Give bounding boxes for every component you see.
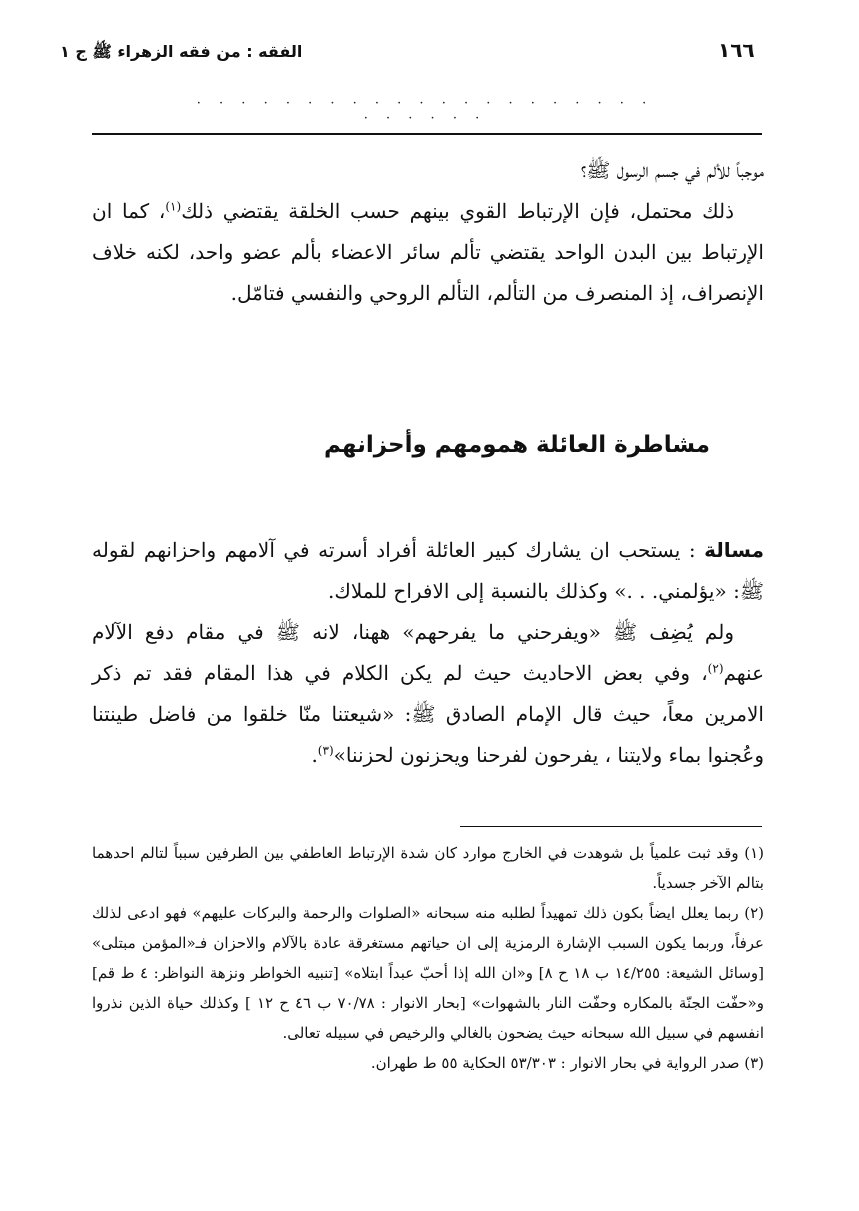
paragraph-text: ولم يُضِف ﷺ «ويفرحني ما يفرحهم» ههنا، لانه ﷺ في مقام دفع الآلام عنهم bbox=[92, 620, 764, 685]
continuation-line: موجباً للألم في جسم الرسول ﷺ؟ bbox=[580, 158, 764, 182]
paragraph-possible-link bbox=[92, 191, 764, 314]
footnote-ref-1[interactable]: (١) bbox=[165, 199, 182, 214]
footnote-ref-3[interactable]: (٣) bbox=[317, 743, 334, 758]
footnote-3 bbox=[92, 1048, 764, 1078]
header-dotted-separator: · · · · · · · · · · · · · · · · · · · · · · · · · · · bbox=[196, 96, 654, 126]
footnote-2 bbox=[92, 898, 764, 1048]
running-title: الفقه : من فقه الزهراء ﷺ ج ١ bbox=[60, 42, 303, 61]
paragraph-text: ، كما ان الإرتباط بين البدن الواحد يقتضي تألم سائر الاعضاء بألم عضو واحد، لكنه خلاف الإنصراف، إذ المنصرف من التألم، التألم الروحي والنفسي فتامّل. bbox=[92, 199, 764, 305]
paragraph-text: ، وفي بعض الاحاديث حيث لم يكن الكلام في هذا المقام فقد تم ذكر الامرين معاً، حيث قال الإمام الصادق ﷺ: «شيعتنا منّا خلقوا من فاضل طينتنا وعُجنوا بماء ولايتنا ، يفرحون لفرحنا ويحزنون لحزننا» bbox=[92, 661, 764, 767]
footnote-text: ربما يعلل ايضاً بكون ذلك تمهيداً لطلبه منه سبحانه «الصلوات والرحمة والبركات عليهم» فهو ادعى لذلك عرفاً، وربما يكون السبب الإشارة الرمزية إلى ان حياتهم مستغرقة عادة بالآلام والاحزان فـ«المؤمن مبتلى» [وسائل الشيعة: ١٤/٢٥٥ ب ١٨ ح ٨] و«ان الله إذا أحبّ عبداً ابتلاه» [تنبيه الخواطر ونزهة النواظر: ٤ ط قم] و«حفّت الجنّة بالمكاره وحفّت النار بالشهوات» [بحار الانوار : ٧٠/٧٨ ب ٤٦ ح ١٢ ] وكذلك حياة الذين نذروا انفسهم في سبيل الله سبحانه حيث يضحون بالغالي والرخيص في سبيله تعالى. bbox=[92, 904, 764, 1042]
paragraph-issue bbox=[92, 530, 764, 612]
issue-label: مسالة bbox=[704, 538, 764, 562]
footnotes bbox=[92, 838, 764, 1078]
header-rule bbox=[92, 133, 762, 135]
paragraph-explanation bbox=[92, 612, 764, 776]
footnote-number: (٣) bbox=[744, 1054, 764, 1072]
paragraph-end: . bbox=[311, 743, 318, 767]
paragraph-text: : يستحب ان يشارك كبير العائلة أفراد أسرته في آلامهم واحزانهم لقوله ﷺ: «يؤلمني. . .» وكذلك بالنسبة إلى الافراح للملاك. bbox=[92, 538, 764, 603]
footnote-rule bbox=[460, 826, 762, 827]
main-text-block bbox=[92, 530, 764, 776]
footnote-1 bbox=[92, 838, 764, 898]
footnote-ref-2[interactable]: (٢) bbox=[707, 661, 724, 676]
page-number: ١٦٦ bbox=[718, 38, 755, 62]
section-heading: مشاطرة العائلة همومهم وأحزانهم bbox=[323, 432, 710, 458]
footnote-number: (١) bbox=[744, 844, 764, 862]
footnote-number: (٢) bbox=[744, 904, 764, 922]
footnote-text: صدر الرواية في بحار الانوار : ٥٣/٣٠٣ الحكاية ٥٥ ط طهران. bbox=[370, 1054, 745, 1072]
top-text-block bbox=[92, 150, 764, 314]
footnote-text: وقد ثبت علمياً بل شوهدت في الخارج موارد كان شدة الإرتباط العاطفي بين الطرفين سبباً لتالم احدهما بتالم الآخر جسدياً. bbox=[92, 844, 764, 892]
paragraph-text: ذلك محتمل، فإن الإرتباط القوي بينهم حسب الخلقة يقتضي ذلك bbox=[181, 199, 735, 223]
